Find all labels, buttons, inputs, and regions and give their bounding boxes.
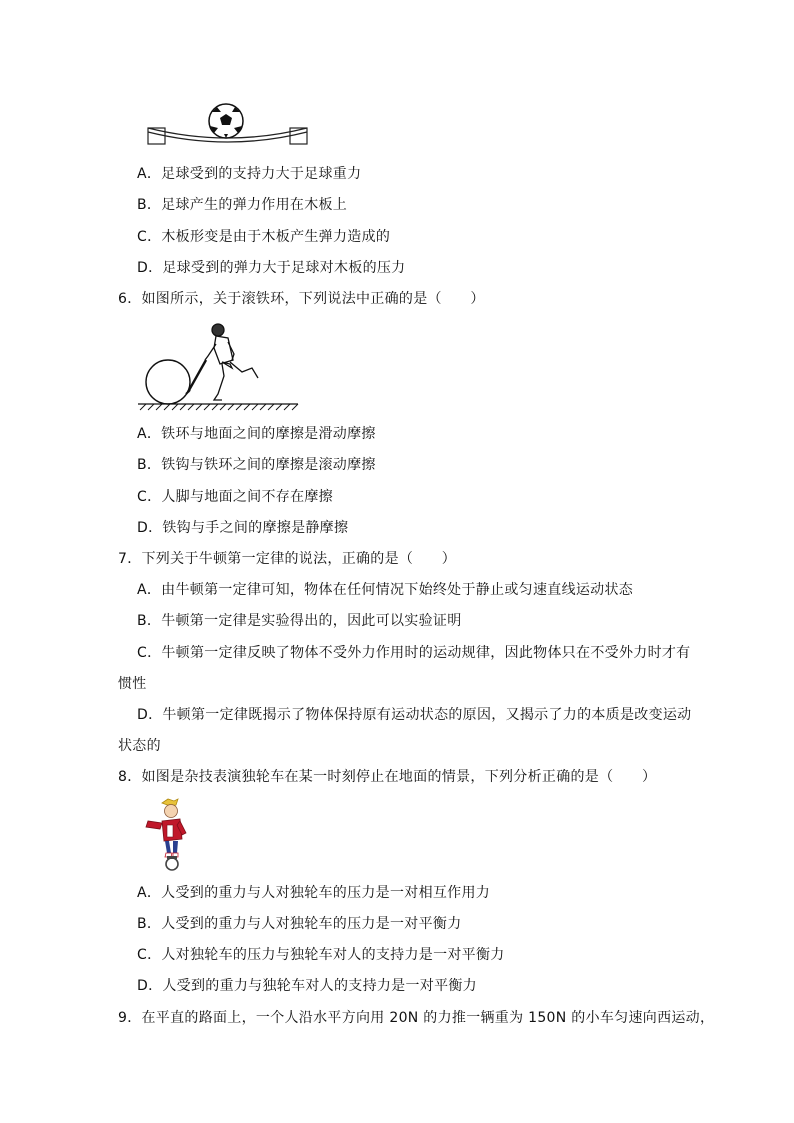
q6-option-c: C．人脚与地面之间不存在摩擦 [137, 489, 333, 505]
rolling-hoop-figure [138, 320, 303, 412]
q6-stem: 6．如图所示，关于滚铁环，下列说法中正确的是（ ） [118, 291, 485, 307]
q5-option-a: A．足球受到的支持力大于足球重力 [137, 166, 362, 182]
q7-option-d-line1: D．牛顿第一定律既揭示了物体保持原有运动状态的原因，又揭示了力的本质是改变运动 [137, 707, 692, 723]
q7-option-c-line1: C．牛顿第一定律反映了物体不受外力作用时的运动规律，因此物体只在不受外力时才有 [137, 645, 691, 661]
q5-option-c: C．木板形变是由于木板产生弹力造成的 [137, 229, 391, 245]
q8-option-c: C．人对独轮车的压力与独轮车对人的支持力是一对平衡力 [137, 947, 505, 963]
q6-option-a: A．铁环与地面之间的摩擦是滑动摩擦 [137, 426, 376, 442]
q5-option-d: D．足球受到的弹力大于足球对木板的压力 [137, 260, 406, 276]
q6-option-d: D．铁钩与手之间的摩擦是静摩擦 [137, 520, 349, 536]
q7-option-a: A．由牛顿第一定律可知，物体在任何情况下始终处于静止或匀速直线运动状态 [137, 582, 634, 598]
q8-option-d: D．人受到的重力与独轮车对人的支持力是一对平衡力 [137, 978, 477, 994]
unicycle-wheel-icon [166, 858, 178, 870]
q7-stem: 7．下列关于牛顿第一定律的说法，正确的是（ ） [118, 551, 457, 567]
q7-option-d-line2: 状态的 [118, 738, 161, 754]
q8-option-b: B．人受到的重力与人对独轮车的压力是一对平衡力 [137, 916, 462, 932]
q5-option-b: B．足球产生的弹力作用在木板上 [137, 197, 348, 213]
q6-option-b: B．铁钩与铁环之间的摩擦是滚动摩擦 [137, 457, 376, 473]
q9-stem: 9．在平直的路面上，一个人沿水平方向用 20N 的力推一辆重为 150N 的小车匀速向西运动， [118, 1010, 715, 1026]
football-on-board-figure [140, 100, 315, 150]
runner-icon [205, 324, 258, 400]
q7-option-b: B．牛顿第一定律是实验得出的，因此可以实验证明 [137, 613, 462, 629]
soccer-ball-icon [209, 104, 243, 138]
q7-option-c-line2: 惯性 [118, 676, 147, 692]
q8-option-a: A．人受到的重力与人对独轮车的压力是一对相互作用力 [137, 885, 491, 901]
q8-stem: 8．如图是杂技表演独轮车在某一时刻停止在地面的情景，下列分析正确的是（ ） [118, 769, 657, 785]
iron-hoop-icon [146, 360, 190, 404]
unicycle-acrobat-figure [140, 797, 200, 872]
